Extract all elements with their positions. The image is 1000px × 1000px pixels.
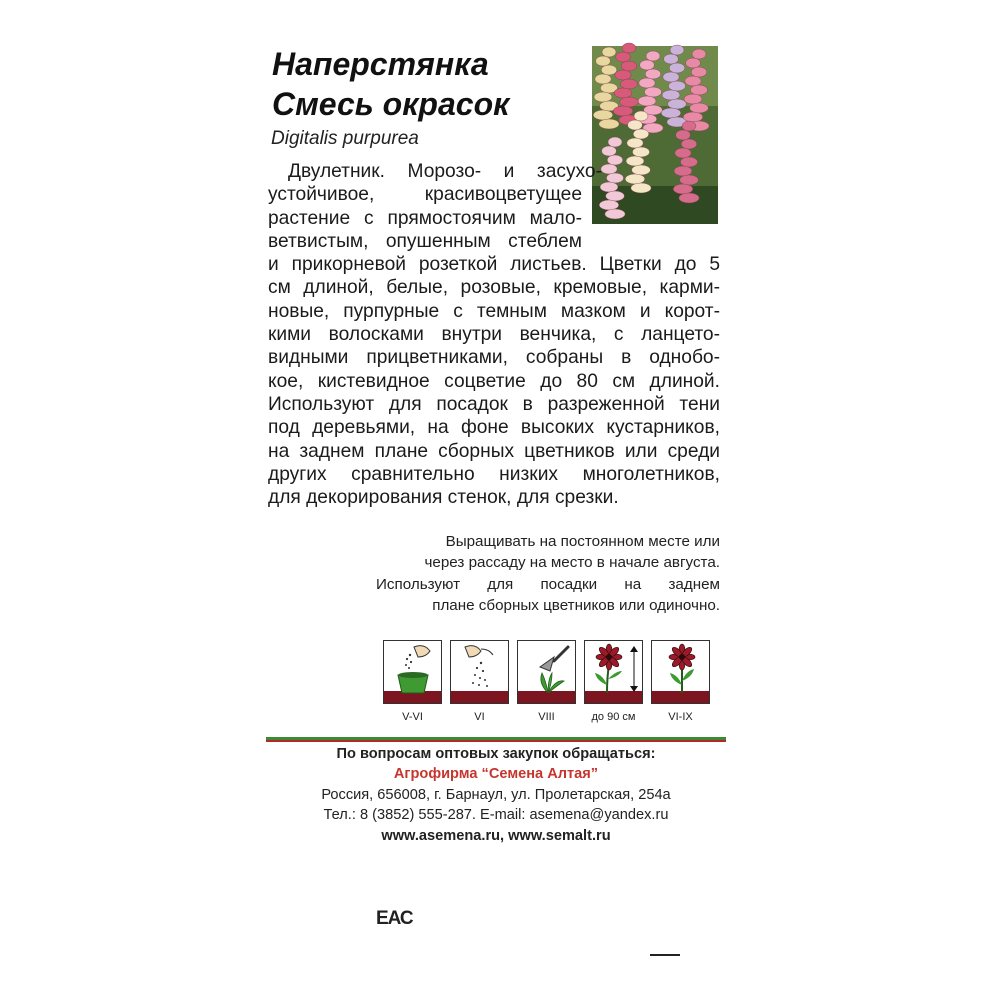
growing-line: Используют для посадки на заднем <box>376 575 720 593</box>
description-line: Двулетник. Морозо- и засухо- <box>288 161 602 182</box>
decorative-dash <box>650 954 680 956</box>
product-title-line-2: Смесь окрасок <box>272 86 510 122</box>
description-line: новые, пурпурные с темным мазком и корот- <box>268 300 720 322</box>
company-phone-email: Тел.: 8 (3852) 555-287. E-mail: asemena@yandex.ru <box>323 807 669 824</box>
description-line: ветвистым, опушенным стеблем <box>268 230 582 252</box>
growing-line: через рассаду на место в начале августа. <box>424 554 720 572</box>
company-address: Россия, 656008, г. Барнаул, ул. Пролетарская, 254а <box>321 786 671 803</box>
company-websites: www.asemena.ru, www.semalt.ru <box>381 827 611 844</box>
description-line: см длиной, белые, розовые, кремовые, карми- <box>268 277 720 299</box>
transplanting-tile <box>517 640 576 723</box>
plant-height-tile <box>584 640 643 723</box>
transplanting-icon <box>518 641 577 705</box>
tile-caption: до 90 см <box>591 711 636 723</box>
sowing-in-ground-tile <box>450 640 509 723</box>
growing-instructions <box>376 531 720 617</box>
description <box>268 160 720 509</box>
growing-line: Выращивать на постоянном месте или <box>445 533 720 550</box>
description-line: для декорирования стенок, для срезки. <box>268 487 619 509</box>
sowing-in-pot-icon <box>384 641 443 705</box>
growing-line: плане сборных цветников или одиночно. <box>432 597 720 615</box>
eac-certification-mark: ЕАС <box>376 908 413 929</box>
tile-caption: VI-IX <box>668 711 693 723</box>
description-line: кими волосками внутри венчика, с ланцето- <box>268 324 720 346</box>
sowing-in-pot-tile <box>383 640 442 723</box>
plant-height-icon <box>585 641 644 705</box>
tile-caption: V-VI <box>402 711 423 723</box>
product-title <box>272 44 509 124</box>
description-line: на заднем плане сборных цветников или среди <box>268 440 720 462</box>
description-line: растение с прямостоячим мало- <box>268 207 582 229</box>
description-line: кое, кистевидное соцветие до 80 см длиной. <box>268 370 720 392</box>
description-line: других сравнительно низких многолетников, <box>268 463 720 485</box>
sowing-in-ground-icon <box>451 641 510 705</box>
contacts-heading: По вопросам оптовых закупок обращаться: <box>336 746 656 762</box>
company-name: Агрофирма “Семена Алтая” <box>393 766 599 783</box>
description-line: видными прицветниками, собраны в однобо- <box>268 347 720 369</box>
description-line: и прикорневой розеткой листьев. Цветки до 5 <box>268 254 720 276</box>
description-line: устойчивое, красивоцветущее <box>268 184 582 206</box>
tile-caption: VI <box>474 711 485 723</box>
flowering-icon <box>652 641 711 705</box>
description-line: Используют для посадок в разреженной тени <box>268 393 720 415</box>
tile-caption: VIII <box>538 711 555 723</box>
description-line: под деревьями, на фоне высоких кустарников, <box>268 417 720 439</box>
divider-red <box>266 740 726 742</box>
flowering-tile <box>651 640 710 723</box>
latin-name: Digitalis purpurea <box>271 128 419 149</box>
product-title-line-1: Наперстянка <box>272 46 489 82</box>
contacts-block <box>266 744 726 846</box>
